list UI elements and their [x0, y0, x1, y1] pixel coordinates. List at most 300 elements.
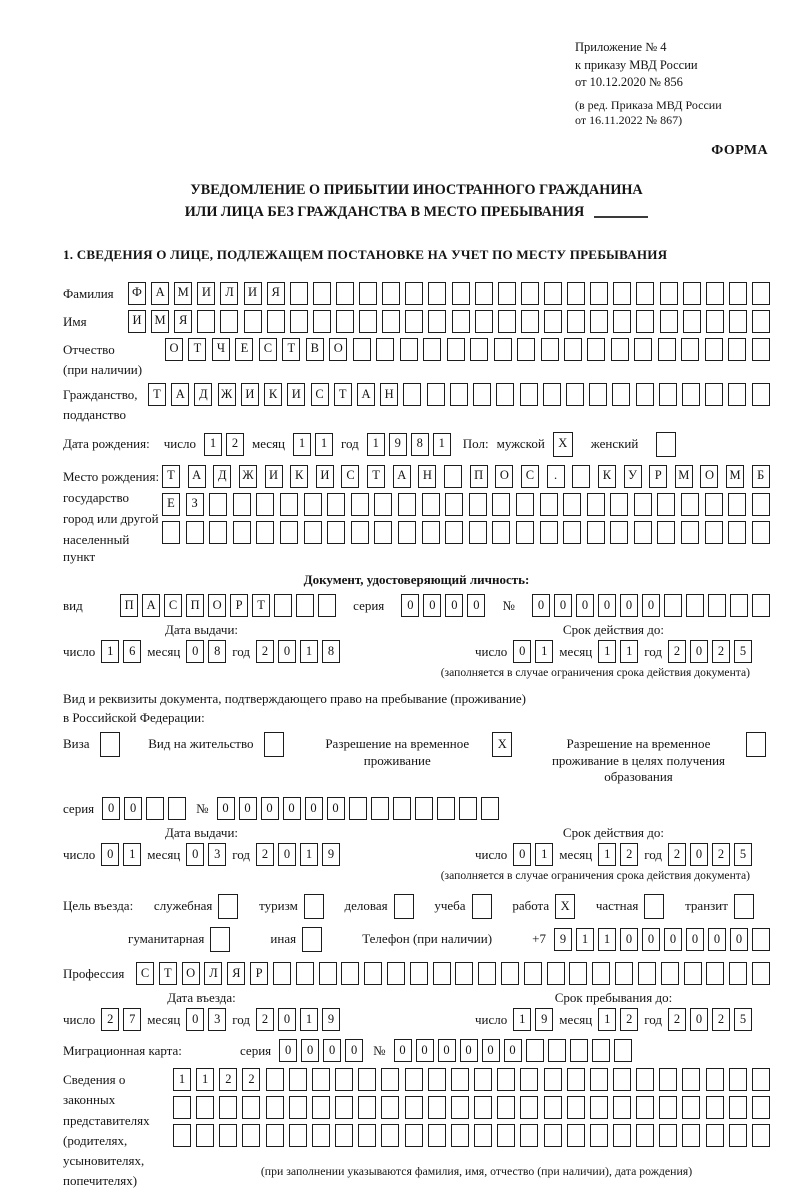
char-cell[interactable]	[752, 928, 770, 951]
char-cell[interactable]: 2	[668, 843, 686, 866]
char-cell[interactable]: Л	[204, 962, 222, 985]
char-cell[interactable]	[684, 962, 702, 985]
char-cell[interactable]	[657, 521, 675, 544]
char-cell[interactable]: 1	[196, 1068, 214, 1091]
char-cell[interactable]	[444, 465, 462, 488]
char-cell[interactable]: 0	[101, 843, 119, 866]
char-cell[interactable]	[410, 962, 428, 985]
char-cell[interactable]	[405, 310, 423, 333]
char-cell[interactable]	[349, 797, 367, 820]
char-cell[interactable]: 3	[208, 843, 226, 866]
char-cell[interactable]	[752, 1096, 770, 1119]
char-cell[interactable]: 1	[598, 928, 616, 951]
char-cell[interactable]: 0	[598, 594, 616, 617]
char-cell[interactable]: Н	[380, 383, 398, 406]
char-cell[interactable]	[403, 383, 421, 406]
char-cell[interactable]	[162, 521, 180, 544]
char-cell[interactable]: 0	[327, 797, 345, 820]
char-cell[interactable]	[405, 282, 423, 305]
char-cell[interactable]	[219, 1124, 237, 1147]
char-cell[interactable]: 0	[124, 797, 142, 820]
char-cell[interactable]	[540, 521, 558, 544]
char-cell[interactable]	[572, 465, 590, 488]
char-cell[interactable]	[267, 310, 285, 333]
char-cell[interactable]	[683, 282, 701, 305]
char-cell[interactable]	[351, 521, 369, 544]
char-cell[interactable]	[197, 310, 215, 333]
char-cell[interactable]	[587, 521, 605, 544]
char-cell[interactable]	[173, 1124, 191, 1147]
char-cell[interactable]: Т	[159, 962, 177, 985]
char-cell[interactable]	[428, 282, 446, 305]
char-cell[interactable]	[706, 1068, 724, 1091]
char-cell[interactable]	[312, 1096, 330, 1119]
char-cell[interactable]	[567, 1068, 585, 1091]
char-cell[interactable]: 0	[664, 928, 682, 951]
char-cell[interactable]	[638, 962, 656, 985]
char-cell[interactable]	[614, 1039, 632, 1062]
char-cell[interactable]: А	[393, 465, 411, 488]
char-cell[interactable]: Т	[162, 465, 180, 488]
char-cell[interactable]	[256, 521, 274, 544]
char-cell[interactable]	[569, 962, 587, 985]
char-cell[interactable]: 0	[730, 928, 748, 951]
char-cell[interactable]	[492, 493, 510, 516]
char-cell[interactable]	[280, 521, 298, 544]
char-cell[interactable]: 0	[283, 797, 301, 820]
char-cell[interactable]: 0	[460, 1039, 478, 1062]
char-cell[interactable]: 0	[416, 1039, 434, 1062]
char-cell[interactable]	[312, 1068, 330, 1091]
char-cell[interactable]	[313, 310, 331, 333]
char-cell[interactable]: 1	[204, 433, 222, 456]
char-cell[interactable]	[660, 282, 678, 305]
char-cell[interactable]: 5	[734, 843, 752, 866]
char-cell[interactable]	[474, 1096, 492, 1119]
char-cell[interactable]	[728, 521, 746, 544]
char-cell[interactable]	[516, 493, 534, 516]
char-cell[interactable]	[520, 383, 538, 406]
char-cell[interactable]: 0	[186, 1008, 204, 1031]
char-cell[interactable]: М	[675, 465, 693, 488]
char-cell[interactable]	[428, 1068, 446, 1091]
char-cell[interactable]	[290, 310, 308, 333]
char-cell[interactable]	[728, 338, 746, 361]
char-cell[interactable]	[398, 521, 416, 544]
char-cell[interactable]: 9	[535, 1008, 553, 1031]
char-cell[interactable]	[428, 310, 446, 333]
char-cell[interactable]: 0	[554, 594, 572, 617]
char-cell[interactable]	[636, 1068, 654, 1091]
char-cell[interactable]: О	[182, 962, 200, 985]
char-cell[interactable]: 0	[620, 928, 638, 951]
char-cell[interactable]: А	[142, 594, 160, 617]
char-cell[interactable]: Т	[252, 594, 270, 617]
char-cell[interactable]	[613, 1068, 631, 1091]
char-cell[interactable]	[358, 1124, 376, 1147]
char-cell[interactable]	[729, 1068, 747, 1091]
char-cell[interactable]: 0	[690, 1008, 708, 1031]
char-cell[interactable]: С	[164, 594, 182, 617]
char-cell[interactable]	[266, 1124, 284, 1147]
char-cell[interactable]	[452, 310, 470, 333]
char-cell[interactable]	[336, 310, 354, 333]
char-cell[interactable]	[220, 310, 238, 333]
char-cell[interactable]	[318, 594, 336, 617]
char-cell[interactable]	[289, 1096, 307, 1119]
char-cell[interactable]	[728, 493, 746, 516]
char-cell[interactable]: 0	[278, 843, 296, 866]
char-cell[interactable]	[729, 962, 747, 985]
char-cell[interactable]: 1	[123, 843, 141, 866]
char-cell[interactable]	[636, 310, 654, 333]
char-cell[interactable]	[405, 1096, 423, 1119]
char-cell[interactable]: И	[128, 310, 146, 333]
char-cell[interactable]: 0	[278, 1008, 296, 1031]
char-cell[interactable]	[752, 962, 770, 985]
char-cell[interactable]	[381, 1096, 399, 1119]
char-cell[interactable]	[706, 1096, 724, 1119]
char-cell[interactable]: 0	[301, 1039, 319, 1062]
char-cell[interactable]: И	[241, 383, 259, 406]
char-cell[interactable]	[636, 383, 654, 406]
char-cell[interactable]	[730, 594, 748, 617]
char-cell[interactable]	[590, 1124, 608, 1147]
char-cell[interactable]: 0	[345, 1039, 363, 1062]
char-cell[interactable]	[612, 383, 630, 406]
char-cell[interactable]	[359, 282, 377, 305]
char-cell[interactable]	[450, 383, 468, 406]
char-cell[interactable]	[452, 282, 470, 305]
char-cell[interactable]: 2	[242, 1068, 260, 1091]
char-cell[interactable]: 0	[513, 843, 531, 866]
char-cell[interactable]: У	[624, 465, 642, 488]
char-cell[interactable]	[451, 1068, 469, 1091]
checkbox-cell[interactable]	[218, 894, 238, 919]
char-cell[interactable]	[481, 797, 499, 820]
char-cell[interactable]: Р	[649, 465, 667, 488]
char-cell[interactable]: Е	[235, 338, 253, 361]
char-cell[interactable]: 0	[513, 640, 531, 663]
char-cell[interactable]: 2	[620, 1008, 638, 1031]
char-cell[interactable]: К	[598, 465, 616, 488]
char-cell[interactable]	[659, 1068, 677, 1091]
char-cell[interactable]	[547, 962, 565, 985]
char-cell[interactable]	[752, 338, 770, 361]
char-cell[interactable]	[589, 383, 607, 406]
char-cell[interactable]	[296, 594, 314, 617]
char-cell[interactable]	[611, 338, 629, 361]
char-cell[interactable]: 0	[102, 797, 120, 820]
char-cell[interactable]	[661, 962, 679, 985]
char-cell[interactable]: 0	[642, 594, 660, 617]
char-cell[interactable]	[274, 594, 292, 617]
char-cell[interactable]	[381, 1124, 399, 1147]
char-cell[interactable]	[587, 493, 605, 516]
char-cell[interactable]: П	[120, 594, 138, 617]
char-cell[interactable]	[729, 1124, 747, 1147]
char-cell[interactable]	[475, 310, 493, 333]
char-cell[interactable]	[708, 594, 726, 617]
char-cell[interactable]	[289, 1068, 307, 1091]
char-cell[interactable]: 9	[322, 1008, 340, 1031]
char-cell[interactable]	[752, 1124, 770, 1147]
char-cell[interactable]	[209, 493, 227, 516]
char-cell[interactable]: 8	[208, 640, 226, 663]
checkbox-cell[interactable]	[656, 432, 676, 457]
char-cell[interactable]	[682, 1096, 700, 1119]
char-cell[interactable]: Ж	[239, 465, 257, 488]
char-cell[interactable]: П	[470, 465, 488, 488]
char-cell[interactable]: 0	[620, 594, 638, 617]
char-cell[interactable]	[544, 310, 562, 333]
char-cell[interactable]	[473, 383, 491, 406]
char-cell[interactable]: 2	[219, 1068, 237, 1091]
char-cell[interactable]	[196, 1124, 214, 1147]
char-cell[interactable]	[752, 310, 770, 333]
char-cell[interactable]	[729, 310, 747, 333]
char-cell[interactable]: 2	[256, 1008, 274, 1031]
char-cell[interactable]: Р	[230, 594, 248, 617]
char-cell[interactable]	[168, 797, 186, 820]
checkbox-cell[interactable]: X	[492, 732, 512, 757]
char-cell[interactable]	[570, 1039, 588, 1062]
char-cell[interactable]	[459, 797, 477, 820]
char-cell[interactable]: М	[174, 282, 192, 305]
char-cell[interactable]: 0	[686, 928, 704, 951]
char-cell[interactable]	[423, 338, 441, 361]
char-cell[interactable]: 1	[620, 640, 638, 663]
char-cell[interactable]: А	[357, 383, 375, 406]
char-cell[interactable]	[445, 521, 463, 544]
char-cell[interactable]	[313, 282, 331, 305]
char-cell[interactable]	[520, 1124, 538, 1147]
char-cell[interactable]	[705, 338, 723, 361]
char-cell[interactable]: 0	[482, 1039, 500, 1062]
char-cell[interactable]	[659, 1096, 677, 1119]
char-cell[interactable]: С	[259, 338, 277, 361]
char-cell[interactable]: 0	[323, 1039, 341, 1062]
char-cell[interactable]: 6	[123, 640, 141, 663]
char-cell[interactable]	[496, 383, 514, 406]
char-cell[interactable]	[729, 1096, 747, 1119]
char-cell[interactable]	[705, 383, 723, 406]
char-cell[interactable]	[752, 383, 770, 406]
char-cell[interactable]: Я	[174, 310, 192, 333]
char-cell[interactable]	[521, 310, 539, 333]
char-cell[interactable]	[658, 338, 676, 361]
char-cell[interactable]	[634, 521, 652, 544]
char-cell[interactable]	[478, 962, 496, 985]
char-cell[interactable]: 0	[186, 640, 204, 663]
char-cell[interactable]	[541, 338, 559, 361]
char-cell[interactable]	[659, 383, 677, 406]
char-cell[interactable]: О	[165, 338, 183, 361]
char-cell[interactable]	[548, 1039, 566, 1062]
char-cell[interactable]	[705, 521, 723, 544]
char-cell[interactable]: 1	[598, 1008, 616, 1031]
char-cell[interactable]	[729, 282, 747, 305]
char-cell[interactable]	[358, 1068, 376, 1091]
char-cell[interactable]: С	[311, 383, 329, 406]
char-cell[interactable]: И	[244, 282, 262, 305]
char-cell[interactable]: 2	[620, 843, 638, 866]
char-cell[interactable]	[516, 521, 534, 544]
char-cell[interactable]	[567, 1096, 585, 1119]
char-cell[interactable]	[567, 1124, 585, 1147]
char-cell[interactable]	[497, 1096, 515, 1119]
char-cell[interactable]	[319, 962, 337, 985]
char-cell[interactable]	[341, 962, 359, 985]
char-cell[interactable]	[280, 493, 298, 516]
char-cell[interactable]	[657, 493, 675, 516]
char-cell[interactable]	[266, 1096, 284, 1119]
char-cell[interactable]: 0	[217, 797, 235, 820]
char-cell[interactable]	[590, 1096, 608, 1119]
char-cell[interactable]	[492, 521, 510, 544]
char-cell[interactable]	[405, 1124, 423, 1147]
char-cell[interactable]: 1	[576, 928, 594, 951]
char-cell[interactable]	[382, 310, 400, 333]
char-cell[interactable]	[209, 521, 227, 544]
char-cell[interactable]	[613, 310, 631, 333]
char-cell[interactable]	[427, 383, 445, 406]
char-cell[interactable]	[752, 594, 770, 617]
char-cell[interactable]	[752, 282, 770, 305]
char-cell[interactable]	[335, 1068, 353, 1091]
char-cell[interactable]	[335, 1124, 353, 1147]
char-cell[interactable]	[566, 383, 584, 406]
char-cell[interactable]	[590, 1068, 608, 1091]
char-cell[interactable]	[610, 493, 628, 516]
char-cell[interactable]	[474, 1068, 492, 1091]
char-cell[interactable]	[475, 282, 493, 305]
char-cell[interactable]: Р	[250, 962, 268, 985]
char-cell[interactable]	[520, 1068, 538, 1091]
char-cell[interactable]: И	[265, 465, 283, 488]
char-cell[interactable]	[422, 521, 440, 544]
checkbox-cell[interactable]: X	[553, 432, 573, 457]
char-cell[interactable]	[517, 338, 535, 361]
checkbox-cell[interactable]	[394, 894, 414, 919]
char-cell[interactable]	[273, 962, 291, 985]
char-cell[interactable]	[387, 962, 405, 985]
char-cell[interactable]: 0	[423, 594, 441, 617]
char-cell[interactable]	[233, 493, 251, 516]
char-cell[interactable]	[752, 1068, 770, 1091]
char-cell[interactable]	[244, 310, 262, 333]
char-cell[interactable]: 1	[535, 640, 553, 663]
checkbox-cell[interactable]	[644, 894, 664, 919]
char-cell[interactable]	[682, 1124, 700, 1147]
char-cell[interactable]: 2	[226, 433, 244, 456]
char-cell[interactable]: 2	[256, 843, 274, 866]
char-cell[interactable]: 2	[712, 1008, 730, 1031]
char-cell[interactable]: А	[188, 465, 206, 488]
char-cell[interactable]: 1	[315, 433, 333, 456]
char-cell[interactable]	[451, 1096, 469, 1119]
char-cell[interactable]: 2	[668, 1008, 686, 1031]
char-cell[interactable]	[353, 338, 371, 361]
char-cell[interactable]: В	[306, 338, 324, 361]
char-cell[interactable]	[433, 962, 451, 985]
char-cell[interactable]: Б	[752, 465, 770, 488]
char-cell[interactable]: 1	[300, 1008, 318, 1031]
checkbox-cell[interactable]	[734, 894, 754, 919]
char-cell[interactable]	[437, 797, 455, 820]
char-cell[interactable]	[636, 1096, 654, 1119]
char-cell[interactable]: К	[264, 383, 282, 406]
char-cell[interactable]	[613, 282, 631, 305]
char-cell[interactable]	[752, 493, 770, 516]
char-cell[interactable]	[374, 521, 392, 544]
char-cell[interactable]	[681, 338, 699, 361]
char-cell[interactable]: С	[341, 465, 359, 488]
char-cell[interactable]: 0	[467, 594, 485, 617]
char-cell[interactable]: Я	[227, 962, 245, 985]
char-cell[interactable]	[393, 797, 411, 820]
char-cell[interactable]	[592, 962, 610, 985]
char-cell[interactable]: Л	[220, 282, 238, 305]
char-cell[interactable]: 0	[690, 640, 708, 663]
char-cell[interactable]: С	[521, 465, 539, 488]
char-cell[interactable]: 1	[598, 640, 616, 663]
char-cell[interactable]: Ч	[212, 338, 230, 361]
char-cell[interactable]	[327, 493, 345, 516]
char-cell[interactable]	[681, 493, 699, 516]
char-cell[interactable]	[422, 493, 440, 516]
char-cell[interactable]	[374, 493, 392, 516]
char-cell[interactable]	[615, 962, 633, 985]
char-cell[interactable]: Д	[194, 383, 212, 406]
char-cell[interactable]	[705, 493, 723, 516]
checkbox-cell[interactable]	[210, 927, 230, 952]
char-cell[interactable]	[544, 1068, 562, 1091]
char-cell[interactable]: 1	[300, 843, 318, 866]
char-cell[interactable]: 0	[642, 928, 660, 951]
checkbox-cell[interactable]	[100, 732, 120, 757]
char-cell[interactable]	[544, 1096, 562, 1119]
char-cell[interactable]	[447, 338, 465, 361]
char-cell[interactable]	[634, 338, 652, 361]
char-cell[interactable]	[706, 282, 724, 305]
char-cell[interactable]	[186, 521, 204, 544]
char-cell[interactable]	[371, 797, 389, 820]
char-cell[interactable]	[634, 493, 652, 516]
checkbox-cell[interactable]	[304, 894, 324, 919]
char-cell[interactable]	[470, 338, 488, 361]
char-cell[interactable]	[498, 310, 516, 333]
char-cell[interactable]: 9	[322, 843, 340, 866]
char-cell[interactable]	[219, 1096, 237, 1119]
char-cell[interactable]	[659, 1124, 677, 1147]
char-cell[interactable]: .	[547, 465, 565, 488]
char-cell[interactable]: Т	[282, 338, 300, 361]
char-cell[interactable]	[728, 383, 746, 406]
char-cell[interactable]: Т	[367, 465, 385, 488]
char-cell[interactable]: С	[136, 962, 154, 985]
char-cell[interactable]	[592, 1039, 610, 1062]
char-cell[interactable]: 5	[734, 640, 752, 663]
char-cell[interactable]: И	[287, 383, 305, 406]
char-cell[interactable]: 0	[186, 843, 204, 866]
char-cell[interactable]: О	[208, 594, 226, 617]
char-cell[interactable]: 1	[367, 433, 385, 456]
char-cell[interactable]	[382, 282, 400, 305]
char-cell[interactable]	[327, 521, 345, 544]
char-cell[interactable]: К	[290, 465, 308, 488]
char-cell[interactable]	[564, 338, 582, 361]
